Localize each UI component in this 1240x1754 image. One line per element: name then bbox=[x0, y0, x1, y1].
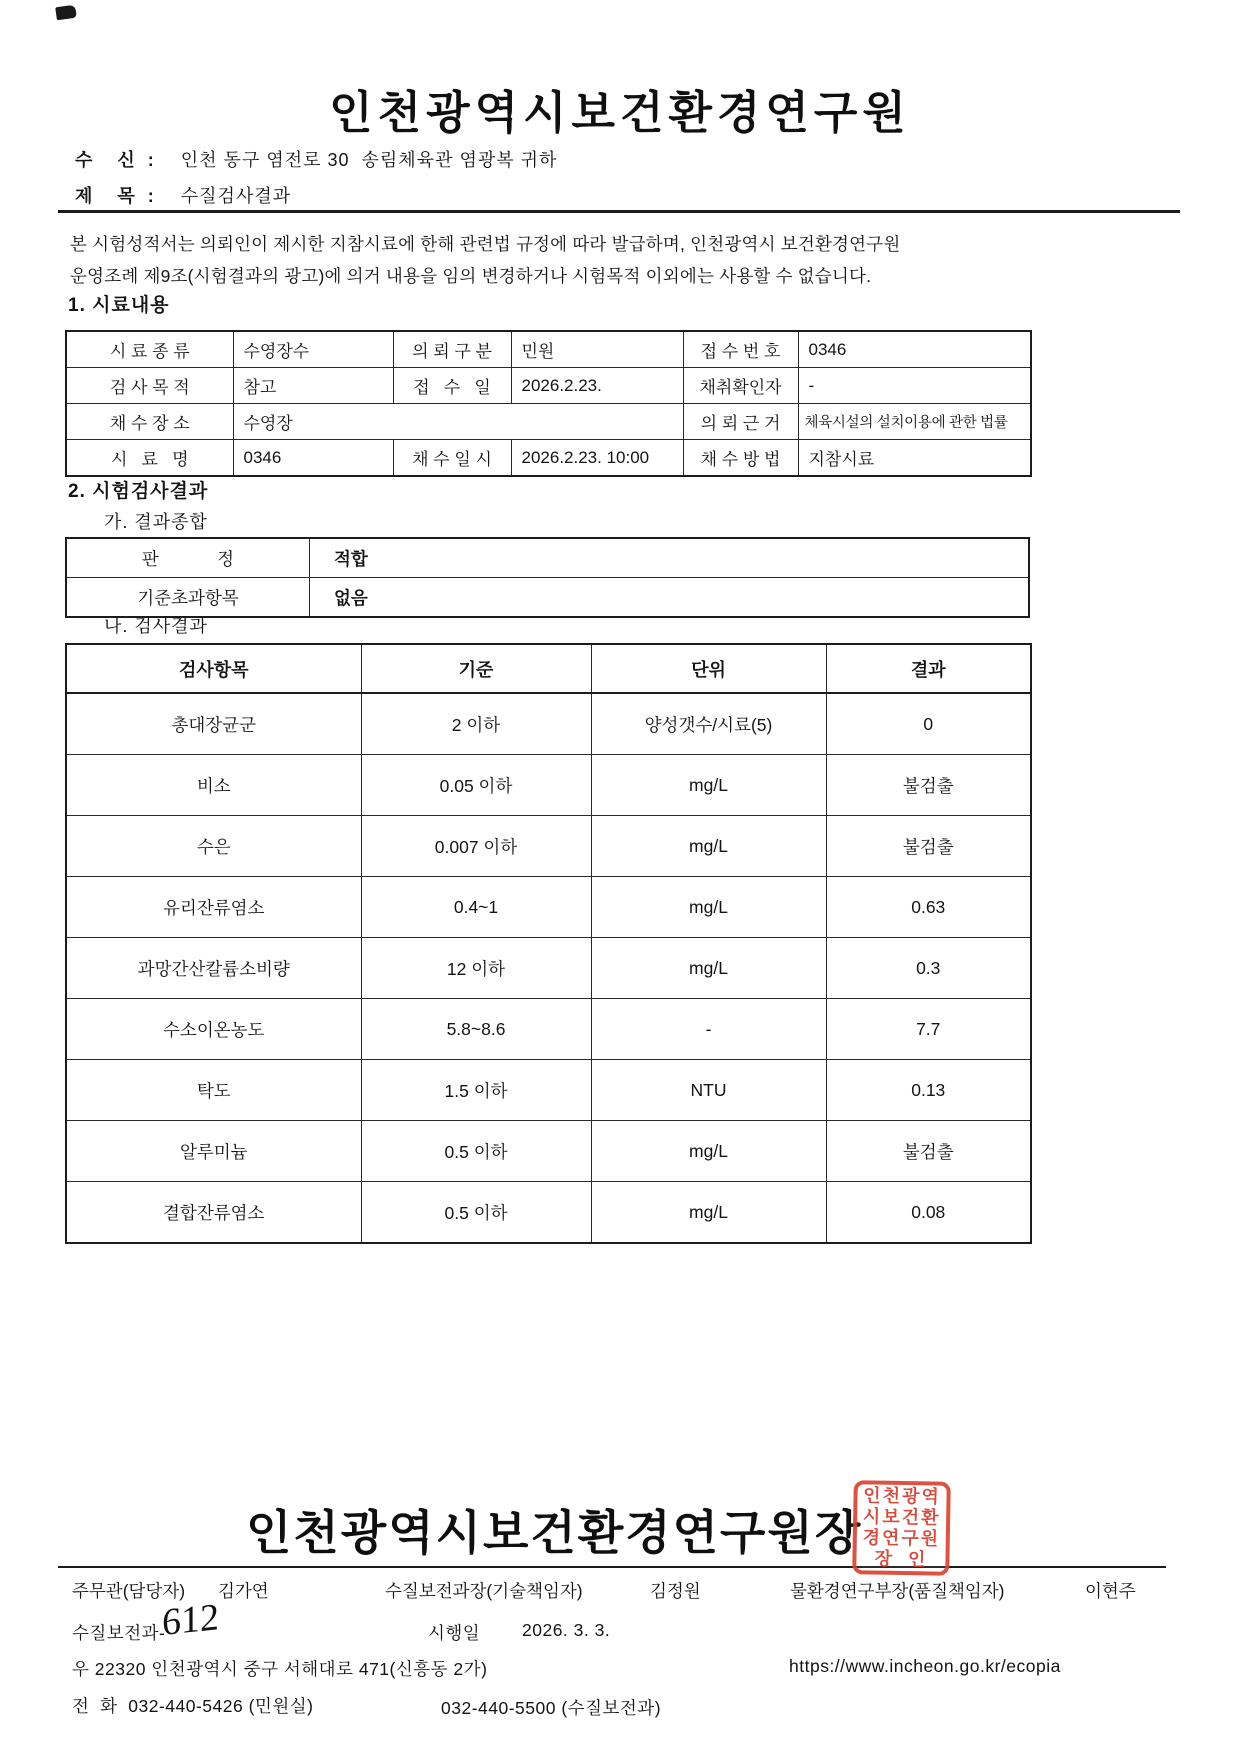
collection-confirmer-value: - bbox=[798, 368, 1031, 404]
official-name: 김정원 bbox=[650, 1581, 701, 1601]
result-item: 비소 bbox=[66, 755, 361, 816]
handwritten-document-number: 612 bbox=[162, 1595, 219, 1645]
results-table bbox=[65, 643, 1032, 1244]
phone-department: 032-440-5500 (수질보전과) bbox=[441, 1698, 662, 1718]
table-row bbox=[66, 1060, 1031, 1121]
test-purpose-value: 참고 bbox=[233, 368, 393, 404]
request-type-label: 의 뢰 구 분 bbox=[393, 331, 511, 368]
exceeded-items-value: 없음 bbox=[310, 578, 1030, 618]
org-title: 인천광역시보건환경연구원 bbox=[329, 87, 911, 138]
result-value: 불검출 bbox=[826, 816, 1031, 877]
result-value: 불검출 bbox=[826, 755, 1031, 816]
table-row bbox=[66, 404, 1031, 440]
recipient-line bbox=[75, 146, 557, 172]
official-name: 이현주 bbox=[1085, 1581, 1136, 1601]
receipt-no-value: 0346 bbox=[798, 331, 1031, 368]
judgement-label: 판 정 bbox=[66, 538, 310, 578]
result-standard: 0.007 이하 bbox=[361, 816, 591, 877]
seal-text: 장 인 bbox=[874, 1548, 928, 1570]
recipient-value: 인천 동구 염전로 30 송림체육관 염광복 귀하 bbox=[180, 150, 558, 170]
table-row bbox=[66, 538, 1029, 578]
section-2-heading: 2. 시험검사결과 bbox=[68, 481, 209, 502]
result-value: 0 bbox=[826, 693, 1031, 755]
request-basis-value: 체육시설의 설치이용에 관한 법률 bbox=[798, 404, 1031, 440]
table-row bbox=[66, 938, 1031, 999]
subject-value: 수질검사결과 bbox=[180, 186, 292, 206]
result-unit: mg/L bbox=[591, 877, 826, 938]
issue-date-label: 시행일 bbox=[428, 1623, 481, 1643]
collection-method-value: 지참시료 bbox=[798, 440, 1031, 477]
result-item: 알루미늄 bbox=[66, 1121, 361, 1182]
sample-name-label: 시 료 명 bbox=[66, 440, 233, 477]
issue-date-value: 2026. 3. 3. bbox=[522, 1620, 611, 1640]
result-item: 총대장균군 bbox=[66, 693, 361, 755]
sample-type-value: 수영장수 bbox=[233, 331, 393, 368]
result-standard: 0.5 이하 bbox=[361, 1182, 591, 1244]
scan-artifact bbox=[55, 5, 77, 21]
disclaimer-line-2: 운영조례 제9조(시험결과의 광고)에 의거 내용을 임의 변경하거나 시험목적 이외에는 사용할 수 없습니다. bbox=[70, 266, 872, 286]
result-item: 수소이온농도 bbox=[66, 999, 361, 1060]
exceeded-items-label: 기준초과항목 bbox=[66, 578, 310, 618]
header-divider bbox=[58, 210, 1180, 213]
collection-datetime-value: 2026.2.23. 10:00 bbox=[511, 440, 683, 477]
recipient-label: 수 신 : bbox=[75, 150, 155, 170]
col-header-unit: 단위 bbox=[591, 644, 826, 693]
request-type-value: 민원 bbox=[511, 331, 683, 368]
table-row bbox=[66, 440, 1031, 477]
result-standard: 0.05 이하 bbox=[361, 755, 591, 816]
table-row bbox=[66, 331, 1031, 368]
phone-main: 전 화 032-440-5426 (민원실) bbox=[72, 1696, 314, 1716]
sample-info-table bbox=[65, 330, 1032, 477]
disclaimer-text bbox=[70, 228, 1170, 292]
result-unit: mg/L bbox=[591, 816, 826, 877]
result-item: 탁도 bbox=[66, 1060, 361, 1121]
result-standard: 1.5 이하 bbox=[361, 1060, 591, 1121]
result-item: 결합잔류염소 bbox=[66, 1182, 361, 1244]
result-value: 0.08 bbox=[826, 1182, 1031, 1244]
table-row bbox=[66, 1121, 1031, 1182]
summary-table bbox=[65, 537, 1030, 618]
collection-confirmer-label: 채취확인자 bbox=[683, 368, 798, 404]
result-unit: mg/L bbox=[591, 938, 826, 999]
result-unit: 양성갯수/시료(5) bbox=[591, 693, 826, 755]
result-standard: 12 이하 bbox=[361, 938, 591, 999]
disclaimer-line-1: 본 시험성적서는 의뢰인이 제시한 지참시료에 한해 관련법 규정에 따라 발급하며, 인천광역시 보건환경연구원 bbox=[70, 234, 901, 254]
receipt-date-value: 2026.2.23. bbox=[511, 368, 683, 404]
request-basis-label: 의 뢰 근 거 bbox=[683, 404, 798, 440]
address-text: 우 22320 인천광역시 중구 서해대로 471(신흥동 2가) bbox=[72, 1659, 488, 1679]
result-item: 수은 bbox=[66, 816, 361, 877]
table-row bbox=[66, 999, 1031, 1060]
result-standard: 0.5 이하 bbox=[361, 1121, 591, 1182]
result-value: 0.63 bbox=[826, 877, 1031, 938]
col-header-result: 결과 bbox=[826, 644, 1031, 693]
judgement-value: 적합 bbox=[310, 538, 1030, 578]
signature-title: 인천광역시보건환경연구원장 bbox=[246, 1506, 863, 1559]
official-role: 수질보전과장(기술책임자) bbox=[385, 1581, 583, 1601]
collection-method-label: 채 수 방 법 bbox=[683, 440, 798, 477]
subject-line bbox=[75, 182, 291, 208]
result-value: 0.13 bbox=[826, 1060, 1031, 1121]
collection-place-label: 채 수 장 소 bbox=[66, 404, 233, 440]
result-unit: NTU bbox=[591, 1060, 826, 1121]
table-row bbox=[66, 816, 1031, 877]
result-standard: 2 이하 bbox=[361, 693, 591, 755]
table-row bbox=[66, 578, 1029, 618]
seal-text: 시보건환 bbox=[862, 1506, 941, 1528]
result-standard: 5.8~8.6 bbox=[361, 999, 591, 1060]
result-standard: 0.4~1 bbox=[361, 877, 591, 938]
col-header-standard: 기준 bbox=[361, 644, 591, 693]
sample-name-value: 0346 bbox=[233, 440, 393, 477]
results-header-row bbox=[66, 644, 1031, 693]
summary-subheading: 가. 결과종합 bbox=[104, 512, 208, 532]
result-value: 7.7 bbox=[826, 999, 1031, 1060]
official-name: 김가연 bbox=[218, 1581, 269, 1601]
result-item: 유리잔류염소 bbox=[66, 877, 361, 938]
result-unit: mg/L bbox=[591, 1182, 826, 1244]
result-item: 과망간산칼륨소비량 bbox=[66, 938, 361, 999]
seal-text: 경연구원 bbox=[862, 1527, 941, 1549]
sample-type-label: 시 료 종 류 bbox=[66, 331, 233, 368]
result-unit: mg/L bbox=[591, 755, 826, 816]
table-row bbox=[66, 755, 1031, 816]
official-role: 주무관(담당자) bbox=[72, 1581, 186, 1601]
subject-label: 제 목 : bbox=[75, 186, 155, 206]
table-row bbox=[66, 877, 1031, 938]
col-header-item: 검사항목 bbox=[66, 644, 361, 693]
official-role: 물환경연구부장(품질책임자) bbox=[790, 1581, 1005, 1601]
table-row bbox=[66, 1182, 1031, 1244]
seal-text: 인천광역 bbox=[863, 1485, 942, 1507]
section-1-heading: 1. 시료내용 bbox=[68, 295, 170, 316]
result-value: 0.3 bbox=[826, 938, 1031, 999]
result-unit: - bbox=[591, 999, 826, 1060]
test-purpose-label: 검 사 목 적 bbox=[66, 368, 233, 404]
receipt-date-label: 접 수 일 bbox=[393, 368, 511, 404]
official-seal-stamp bbox=[852, 1480, 951, 1576]
result-unit: mg/L bbox=[591, 1121, 826, 1182]
table-row bbox=[66, 368, 1031, 404]
footer-divider bbox=[58, 1566, 1166, 1568]
document-number-label: 수질보전과- bbox=[72, 1623, 166, 1643]
receipt-no-label: 접 수 번 호 bbox=[683, 331, 798, 368]
result-value: 불검출 bbox=[826, 1121, 1031, 1182]
website-url: https://www.incheon.go.kr/ecopia bbox=[789, 1656, 1061, 1676]
results-subheading: 나. 검사결과 bbox=[104, 616, 208, 636]
collection-datetime-label: 채 수 일 시 bbox=[393, 440, 511, 477]
collection-place-value: 수영장 bbox=[233, 404, 683, 440]
table-row bbox=[66, 693, 1031, 755]
